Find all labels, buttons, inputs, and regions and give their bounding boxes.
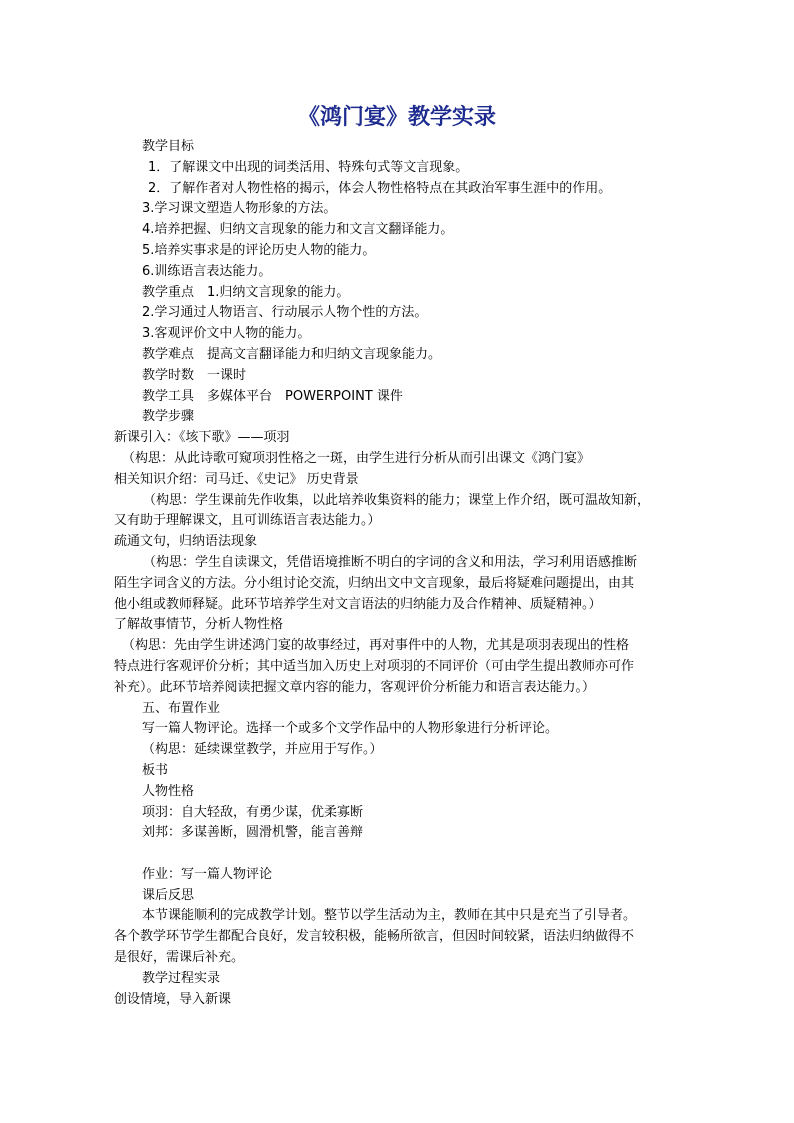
paragraph-line: 又有助于理解课文，且可训练语言表达能力。） — [114, 513, 381, 529]
section-heading: 教学工具 多媒体平台 POWERPOINT 课件 — [142, 388, 403, 404]
paragraph-line: （构思：学生课前先作收集，以此培养收集资料的能力；课堂上作介绍，既可温故知新， — [143, 492, 651, 508]
paragraph-line: 刘邦：多谋善断，圆滑机警，能言善辩 — [142, 825, 364, 841]
paragraph-line: 人物性格 — [142, 783, 195, 799]
paragraph-line: 陌生字词含义的方法。分小组讨论交流，归纳出文中文言现象，最后将疑难问题提出，由其 — [114, 575, 635, 591]
paragraph-line: 写一篇人物评论。选择一个或多个文学作品中的人物形象进行分析评论。 — [142, 721, 559, 737]
paragraph-line: 4.培养把握、归纳文言现象的能力和文言文翻译能力。 — [142, 222, 454, 238]
paragraph-line: （构思：从此诗歌可窥项羽性格之一斑，由学生进行分析从而引出课文《鸿门宴》 — [122, 450, 591, 466]
section-heading: 课后反思 — [142, 887, 195, 903]
blank-line — [114, 844, 688, 865]
paragraph-line: 2.学习通过人物语言、行动展示人物个性的方法。 — [142, 305, 428, 321]
paragraph-line: 各个教学环节学生都配合良好，发言较积极，能畅所欲言，但因时间较紧，语法归纳做得不 — [114, 929, 635, 945]
section-heading: 教学时数 一课时 — [142, 367, 247, 383]
section-heading: 教学难点 提高文言翻译能力和归纳文言现象能力。 — [142, 346, 442, 362]
section-heading: 教学过程实录 — [142, 970, 221, 986]
paragraph-line: 3.客观评价文中人物的能力。 — [142, 326, 311, 342]
step-heading: 了解故事情节，分析人物性格 — [114, 617, 284, 633]
paragraph-line: 补充）。此环节培养阅读把握文章内容的能力，客观评价分析能力和语言表达能力。） — [114, 679, 596, 695]
paragraph-line: （构思：延续课堂教学，并应用于写作。） — [142, 742, 383, 758]
paragraph-line: 5.培养实事求是的评论历史人物的能力。 — [142, 242, 376, 258]
paragraph-line: 他小组或教师释疑。此环节培养学生对文言语法的归纳能力及合作精神、质疑精神。） — [114, 596, 602, 612]
step-heading: 创设情境，导入新课 — [114, 991, 232, 1007]
step-heading: 相关知识介绍：司马迁、《史记》 历史背景 — [114, 471, 359, 487]
section-heading: 教学目标 — [142, 139, 195, 154]
paragraph-line: 6.训练语言表达能力。 — [142, 263, 272, 279]
paragraph-line: 2．了解作者对人物性格的揭示，体会人物性格特点在其政治军事生涯中的作用。 — [148, 180, 612, 196]
section-heading: 五、布置作业 — [142, 700, 221, 716]
paragraph-line: 项羽：自大轻敌，有勇少谋，优柔寡断 — [142, 804, 364, 820]
paragraph-line: 3.学习课文塑造人物形象的方法。 — [142, 201, 337, 217]
step-heading: 新课引入：《垓下歌》——项羽 — [114, 430, 290, 446]
paragraph-line: 1．了解课文中出现的词类活用、特殊句式等文言现象。 — [148, 159, 469, 175]
section-heading: 教学重点 1.归纳文言现象的能力。 — [142, 284, 350, 300]
step-heading: 疏通文句，归纳语法现象 — [114, 534, 258, 550]
paragraph-line: 作业：写一篇人物评论 — [142, 866, 273, 882]
paragraph-line: （构思：学生自读课文，凭借语境推断不明白的字词的含义和用法，学习利用语感推断 — [143, 554, 638, 570]
paragraph-line: （构思：先由学生讲述鸿门宴的故事经过，再对事件中的人物，尤其是项羽表现出的性格 — [122, 638, 630, 654]
paragraph-line: 是很好，需课后补充。 — [114, 950, 245, 966]
paragraph-line: 本节课能顺利的完成教学计划。整节以学生活动为主，教师在其中只是充当了引导者。 — [142, 908, 637, 924]
section-heading: 板书 — [142, 762, 169, 778]
section-heading: 教学步骤 — [142, 409, 195, 425]
document-body — [114, 137, 688, 1010]
paragraph-line: 特点进行客观评价分析；其中适当加入历史上对项羽的不同评价（可由学生提出教师亦可作 — [114, 658, 635, 674]
document-title: 《鸿门宴》教学实录 — [297, 104, 496, 130]
